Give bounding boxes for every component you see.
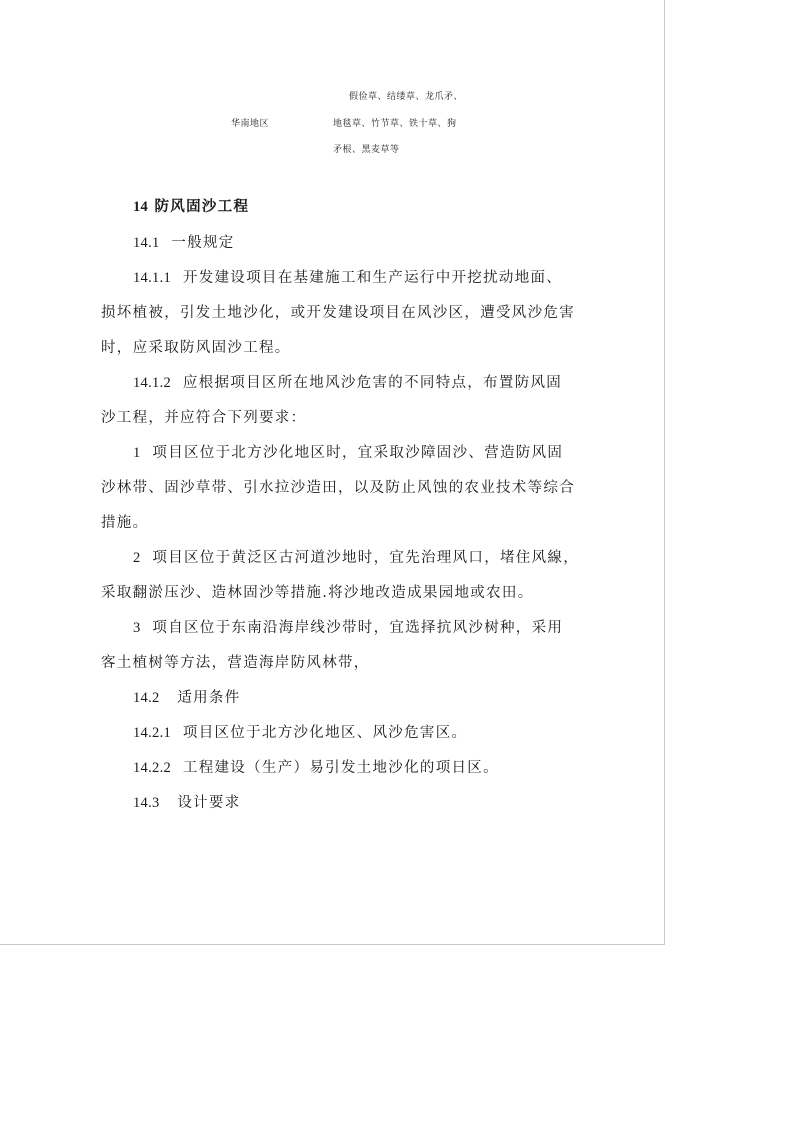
clause-14-1-1-line3: 时，应采取防风固沙工程。 (101, 340, 291, 356)
subsection-title: 适用条件 (177, 690, 241, 706)
item-1-line2: 沙林带、固沙草带、引水拉沙造田，以及防止风蚀的农业技术等综合 (101, 480, 575, 496)
clause-text: 开发建设项目在基建施工和生产运行中开挖扰动地面、 (182, 270, 563, 286)
subsection-number: 14.2 (133, 690, 160, 706)
item-text: 项目区位于黄泛区古河道沙地时，宜先治理风口，堵住风線， (152, 550, 579, 566)
section-number: 14 (133, 199, 149, 215)
subsection-number: 14.1 (133, 235, 160, 251)
item-text: 项目区位于北方沙化地区时，宜采取沙障固沙、营造防风固 (152, 445, 564, 461)
item-2-line2: 采取翻淤压沙、造林固沙等措施.将沙地改造成果园地或农田。 (101, 585, 534, 601)
subsection-14-3 (133, 791, 241, 812)
subsection-14-1 (133, 231, 235, 252)
clause-number: 14.2.2 (133, 760, 172, 776)
clause-text: 项目区位于北方沙化地区、风沙危害区。 (182, 725, 468, 741)
clause-text: 工程建设（生产）易引发土地沙化的项日区。 (182, 760, 499, 776)
item-number: 2 (133, 550, 141, 566)
clause-14-2-1 (133, 721, 467, 742)
clause-number: 14.1.2 (133, 375, 172, 391)
item-1-line1 (133, 441, 563, 462)
clause-14-1-1-line2: 损坏植被，引发土地沙化，或开发建设项目在风沙区，遭受风沙危害 (101, 305, 575, 321)
item-2-line1 (133, 546, 579, 567)
table-cell-grass-species-middle: 地毯草、竹节草、铁十草、狗 (333, 119, 457, 129)
subsection-title: 一般规定 (171, 235, 235, 251)
section-heading (133, 195, 249, 216)
table-cell-grass-species-bottom: 矛根、黑麦草等 (333, 145, 400, 155)
table-cell-region: 华南地区 (231, 119, 270, 129)
clause-number: 14.2.1 (133, 725, 172, 741)
clause-14-1-2-line2: 沙工程，并应符合下列要求： (101, 410, 307, 426)
clause-text: 应根据项目区所在地风沙危害的不同特点，布置防风固 (182, 375, 563, 391)
subsection-title: 设计要求 (177, 795, 241, 811)
clause-14-1-2-line1 (133, 371, 562, 392)
section-title: 防风固沙工程 (154, 198, 250, 215)
subsection-number: 14.3 (133, 795, 160, 811)
item-1-line3: 措施。 (101, 515, 149, 531)
subsection-14-2 (133, 686, 241, 707)
item-number: 3 (133, 620, 141, 636)
clause-14-2-2 (133, 756, 499, 777)
item-3-line1 (133, 616, 563, 637)
item-number: 1 (133, 445, 141, 461)
clause-14-1-1-line1 (133, 266, 562, 287)
clause-number: 14.1.1 (133, 270, 172, 286)
item-3-line2: 客土植树等方法，营造海岸防风林带， (101, 655, 370, 671)
table-cell-grass-species-top: 假俭草、结缕草、龙爪矛、 (349, 92, 464, 102)
item-text: 项自区位于东南沿海岸线沙带时，宜选择抗风沙树种，采用 (152, 620, 564, 636)
